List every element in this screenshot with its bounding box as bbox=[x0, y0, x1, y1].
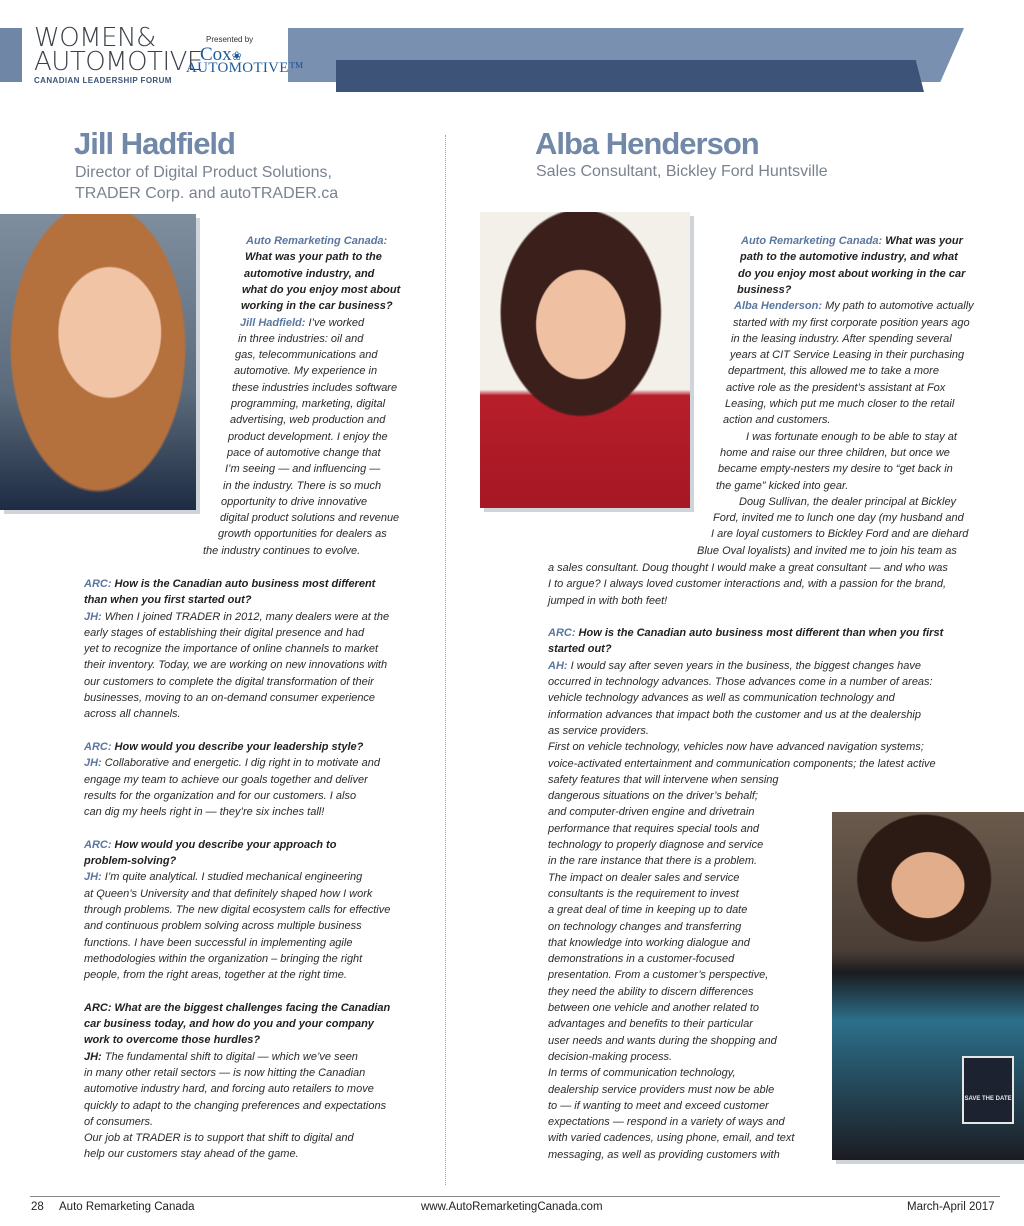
answer-text: vehicle technology advances as well as communication technology and bbox=[548, 692, 895, 705]
answer-text: demonstrations in a customer-focused bbox=[548, 953, 735, 966]
body-line bbox=[84, 576, 390, 592]
intro-line bbox=[746, 429, 957, 445]
answer-text: jumped in with both feet! bbox=[548, 594, 668, 607]
body-line bbox=[84, 804, 390, 820]
answer-text: pace of automotive change that bbox=[227, 446, 381, 459]
answer-text: messaging, as well as providing customers with bbox=[548, 1148, 780, 1161]
answer-text: advantages and benefits to their particular bbox=[548, 1018, 753, 1031]
question-text: working in the car business? bbox=[241, 300, 393, 313]
presented-by: Presented by bbox=[206, 35, 254, 44]
answer-text: growth opportunities for dealers as bbox=[218, 528, 387, 541]
intro-line bbox=[235, 347, 377, 363]
intro-line bbox=[723, 412, 831, 428]
speaker-label: Alba Henderson: bbox=[734, 300, 823, 313]
body-line bbox=[548, 593, 948, 609]
body-line bbox=[84, 837, 390, 853]
body-line bbox=[84, 983, 390, 999]
question-text: How would you describe your approach to bbox=[111, 838, 337, 851]
question-text: What was your bbox=[882, 235, 963, 247]
answer-text: yet to recognize the importance of online channels to market bbox=[84, 643, 379, 656]
answer-text: I are loyal customers to Bickley Ford and are diehard bbox=[711, 528, 969, 541]
answer-text: dealership service providers must now be able bbox=[548, 1083, 775, 1096]
question-text: do you enjoy most about working in the car bbox=[738, 267, 966, 280]
body-line bbox=[548, 560, 948, 576]
intro-line bbox=[716, 478, 848, 494]
body-line bbox=[84, 1114, 390, 1130]
answer-text: a great deal of time in keeping up to date bbox=[548, 904, 748, 917]
answer-text: between one vehicle and another related to bbox=[548, 1002, 759, 1015]
answer-text: opportunity to drive innovative bbox=[221, 495, 368, 508]
question-text: How would you describe your leadership style? bbox=[111, 740, 364, 753]
body-line bbox=[548, 723, 948, 739]
intro-line bbox=[223, 478, 381, 494]
body-line bbox=[548, 690, 948, 706]
intro-line bbox=[242, 282, 400, 298]
intro-line bbox=[720, 445, 950, 461]
answer-text: department, this allowed me to take a more bbox=[728, 365, 939, 378]
body-line bbox=[84, 935, 390, 951]
answer-text: I’m quite analytical. I studied mechanical engineering bbox=[101, 871, 363, 884]
answer-text: I’m seeing — and influencing — bbox=[225, 463, 381, 476]
question-text: work to overcome those hurdles? bbox=[84, 1034, 261, 1047]
body-line bbox=[84, 951, 390, 967]
body-line bbox=[548, 788, 948, 804]
answer-text: I’ve worked bbox=[305, 316, 365, 329]
body-line bbox=[548, 707, 948, 723]
answer-text: as service providers. bbox=[548, 724, 649, 737]
answer-text: I was fortunate enough to be able to stay at bbox=[746, 430, 957, 443]
intro-line bbox=[228, 429, 388, 445]
profile-role-left bbox=[75, 162, 338, 204]
answer-text: they need the ability to discern differences bbox=[548, 985, 754, 998]
answer-text: quickly to adapt to the changing preferences and expectations bbox=[84, 1099, 387, 1112]
speaker-label: JH: bbox=[84, 610, 102, 623]
answer-text: expectations — respond in a variety of ways and bbox=[548, 1116, 785, 1129]
answer-text: decision-making process. bbox=[548, 1050, 673, 1063]
answer-text: home and raise our three children, but once we bbox=[720, 446, 950, 459]
intro-line bbox=[203, 543, 360, 559]
intro-line bbox=[244, 266, 374, 282]
body-line bbox=[84, 1065, 390, 1081]
body-line bbox=[84, 1081, 390, 1097]
answer-text: functions. I have been successful in implementing agile bbox=[84, 936, 353, 949]
header-band-dark bbox=[336, 60, 924, 92]
answer-text: performance that requires special tools and bbox=[548, 822, 759, 835]
answer-text: years at CIT Service Leasing in their purchasing bbox=[730, 349, 965, 362]
answer-text: became empty-nesters my desire to “get back in bbox=[718, 463, 953, 476]
answer-text: in the rare instance that there is a problem. bbox=[548, 855, 758, 868]
intro-line bbox=[737, 282, 791, 298]
logo-line-2: AUTOMOTIVE bbox=[34, 47, 203, 77]
answer-text: Collaborative and energetic. I dig right in to motivate and bbox=[101, 757, 380, 770]
body-line bbox=[84, 918, 390, 934]
answer-text: technology to properly diagnose and service bbox=[548, 839, 764, 852]
profile-role-right: Sales Consultant, Bickley Ford Huntsville bbox=[536, 163, 828, 180]
body-line bbox=[84, 625, 390, 641]
body-line bbox=[548, 658, 948, 674]
question-text: problem-solving? bbox=[84, 855, 177, 868]
alba-henderson-photo bbox=[480, 212, 690, 508]
answer-text: product development. I enjoy the bbox=[228, 430, 388, 443]
answer-text: to — if wanting to meet and exceed customer bbox=[548, 1099, 769, 1112]
body-line bbox=[84, 1146, 390, 1162]
body-line bbox=[548, 609, 948, 625]
answer-text: First on vehicle technology, vehicles now have advanced navigation systems; bbox=[548, 741, 924, 754]
answer-text: voice-activated entertainment and communication components; the latest active bbox=[548, 757, 936, 770]
body-line bbox=[84, 886, 390, 902]
role-line-2: TRADER Corp. and autoTRADER.ca bbox=[75, 185, 339, 202]
intro-line bbox=[728, 363, 939, 379]
answer-text: people, from the right areas, together at the right time. bbox=[84, 969, 347, 982]
answer-text: In terms of communication technology, bbox=[548, 1067, 736, 1080]
speaker-label: ARC: bbox=[84, 578, 112, 590]
answer-text: their inventory. Today, we are working on new innovations with bbox=[84, 659, 388, 672]
body-line bbox=[84, 853, 390, 869]
profile-name-right: Alba Henderson bbox=[535, 126, 759, 161]
jill-hadfield-photo bbox=[0, 214, 196, 510]
answer-text: engage my team to achieve our goals together and deliver bbox=[84, 773, 368, 786]
answer-text: in many other retail sectors — is now hitting the Canadian bbox=[84, 1066, 366, 1079]
intro-line bbox=[738, 266, 965, 282]
answer-text: Doug Sullivan, the dealer principal at Bickley bbox=[739, 495, 957, 508]
answer-text: results for the organization and for our customers. I also bbox=[84, 789, 357, 802]
question-text: what do you enjoy most about bbox=[242, 283, 401, 296]
question-text: How is the Canadian auto business most different than when you first bbox=[575, 627, 944, 640]
intro-line bbox=[734, 298, 974, 314]
body-line bbox=[84, 657, 390, 673]
answer-text: I to argue? I always loved customer interactions and, with a passion for the brand, bbox=[548, 578, 947, 591]
body-line bbox=[84, 755, 390, 771]
intro-line bbox=[740, 249, 958, 265]
body-line bbox=[84, 1000, 390, 1016]
answer-text: across all channels. bbox=[84, 708, 181, 721]
intro-line bbox=[725, 396, 954, 412]
intro-line bbox=[240, 315, 364, 331]
body-line bbox=[84, 772, 390, 788]
intro-line bbox=[741, 233, 963, 249]
question-text: How is the Canadian auto business most different bbox=[111, 578, 376, 590]
answer-text: advertising, web production and bbox=[230, 414, 386, 427]
lanyard-badge bbox=[962, 1056, 1014, 1124]
cox-wordmark: Cox bbox=[200, 44, 232, 65]
answer-text: The impact on dealer sales and service bbox=[548, 871, 740, 884]
body-line bbox=[84, 1032, 390, 1048]
footer-url: www.AutoRemarketingCanada.com bbox=[421, 1201, 603, 1213]
body-line bbox=[84, 674, 390, 690]
body-line bbox=[548, 756, 948, 772]
body-line bbox=[548, 625, 948, 641]
answer-text: Blue Oval loyalists) and invited me to join his team as bbox=[697, 544, 957, 557]
intro-line bbox=[733, 315, 970, 331]
question-text: JH: bbox=[84, 1050, 102, 1063]
maple-leaf-icon: ❀ bbox=[231, 49, 242, 63]
intro-line bbox=[718, 461, 953, 477]
intro-line bbox=[731, 331, 952, 347]
speaker-label: JH: bbox=[84, 757, 102, 770]
answer-text: automotive. My experience in bbox=[234, 365, 378, 378]
question-text: started out? bbox=[548, 643, 612, 656]
body-line bbox=[548, 739, 948, 755]
body-line bbox=[548, 772, 948, 788]
question-text: business? bbox=[737, 283, 792, 296]
intro-line bbox=[726, 380, 945, 396]
question-text: car business today, and how do you and your company bbox=[84, 1018, 374, 1031]
event-photo bbox=[832, 812, 1024, 1160]
intro-line bbox=[711, 526, 968, 542]
intro-line bbox=[245, 249, 382, 265]
intro-line bbox=[225, 461, 380, 477]
answer-text: a sales consultant. Doug thought I would make a great consultant — and who was bbox=[548, 562, 948, 574]
intro-line bbox=[697, 543, 957, 559]
intro-line bbox=[230, 412, 385, 428]
intro-line bbox=[218, 526, 387, 542]
answer-text: gas, telecommunications and bbox=[235, 349, 378, 362]
answer-text: on technology changes and transferring bbox=[548, 920, 742, 933]
answer-text: information advances that impact both the customer and us at the dealership bbox=[548, 708, 921, 721]
answer-text: and computer-driven engine and drivetrain bbox=[548, 806, 755, 819]
answer-text: help our customers stay ahead of the game. bbox=[84, 1148, 299, 1161]
body-line bbox=[84, 739, 390, 755]
intro-line bbox=[227, 445, 381, 461]
answer-text: automotive industry hard, and forcing auto retailers to move bbox=[84, 1083, 374, 1096]
answer-text: can dig my heels right in — they’re six inches tall! bbox=[84, 806, 325, 819]
women-automotive-logo bbox=[34, 23, 203, 85]
answer-text: and continuous problem solving across multiple business bbox=[84, 920, 362, 933]
body-line bbox=[84, 1130, 390, 1146]
question-text: automotive industry, and bbox=[244, 267, 375, 280]
question-text: ARC: What are the biggest challenges facing the Canadian bbox=[84, 1001, 391, 1014]
answer-text: dangerous situations on the driver’s behalf; bbox=[548, 790, 758, 803]
body-line bbox=[84, 641, 390, 657]
answer-text: with varied cadences, using phone, email, and text bbox=[548, 1132, 795, 1145]
footer-rule bbox=[30, 1196, 1000, 1197]
body-line bbox=[84, 706, 390, 722]
answer-text: active role as the president’s assistant at Fox bbox=[726, 381, 946, 394]
column-divider bbox=[445, 135, 446, 1185]
body-line bbox=[84, 788, 390, 804]
answer-text: that knowledge into working dialogue and bbox=[548, 936, 750, 949]
body-line bbox=[84, 902, 390, 918]
body-line bbox=[84, 1016, 390, 1032]
answer-text: Ford, invited me to lunch one day (my husband and bbox=[713, 512, 964, 525]
body-line bbox=[548, 576, 948, 592]
answer-text: at Queen’s University and that definitely shaped how I work bbox=[84, 887, 373, 900]
speaker-label: Jill Hadfield: bbox=[240, 316, 306, 329]
intro-line bbox=[221, 494, 367, 510]
question-text: path to the automotive industry, and what bbox=[740, 251, 958, 264]
answer-text: My path to automotive actually bbox=[822, 300, 974, 313]
logo-line-3: CANADIAN LEADERSHIP FORUM bbox=[34, 76, 172, 85]
answer-text: methodologies within the organization – bringing the right bbox=[84, 952, 363, 965]
answer-text: the game” kicked into gear. bbox=[716, 479, 849, 492]
answer-text: user needs and wants during the shopping and bbox=[548, 1034, 777, 1047]
speaker-label: ARC: bbox=[84, 838, 112, 851]
answer-text: the industry continues to evolve. bbox=[203, 544, 361, 557]
body-line bbox=[84, 967, 390, 983]
intro-line bbox=[231, 396, 385, 412]
intro-line bbox=[730, 347, 964, 363]
question-text: What was your path to the bbox=[245, 251, 382, 264]
intro-line bbox=[739, 494, 956, 510]
answer-text: programming, marketing, digital bbox=[231, 398, 386, 410]
intro-line bbox=[234, 363, 377, 379]
intro-line bbox=[232, 380, 397, 396]
header-accent-tab bbox=[0, 28, 22, 82]
answer-text: action and customers. bbox=[723, 414, 831, 427]
page-number: 28 bbox=[31, 1201, 44, 1213]
speaker-label: AH: bbox=[548, 659, 568, 672]
body-line bbox=[84, 609, 390, 625]
answer-text: The fundamental shift to digital — which we’ve seen bbox=[101, 1050, 358, 1063]
body-line bbox=[84, 1049, 390, 1065]
speaker-label: ARC: bbox=[84, 740, 112, 753]
answer-text: Our job at TRADER is to support that shift to digital and bbox=[84, 1132, 354, 1145]
body-line bbox=[84, 1098, 390, 1114]
speaker-label: Auto Remarketing Canada: bbox=[741, 235, 883, 247]
answer-text: presentation. From a customer’s perspective, bbox=[548, 969, 769, 982]
intro-line bbox=[220, 510, 399, 526]
speaker-label: JH: bbox=[84, 871, 102, 884]
body-line bbox=[84, 723, 390, 739]
answer-text: in the leasing industry. After spending several bbox=[731, 332, 952, 345]
intro-line bbox=[713, 510, 964, 526]
intro-line bbox=[241, 298, 393, 314]
answer-text: businesses, moving to an on-demand consumer experience bbox=[84, 692, 376, 705]
answer-text: safety features that will intervene when sensing bbox=[548, 773, 779, 786]
body-line bbox=[84, 690, 390, 706]
role-line-1: Director of Digital Product Solutions, bbox=[75, 164, 332, 181]
body-line bbox=[548, 641, 948, 657]
body-line bbox=[84, 592, 390, 608]
answer-text: these industries includes software bbox=[232, 381, 398, 394]
profile-name-left: Jill Hadfield bbox=[74, 126, 235, 161]
question-text: than when you first started out? bbox=[84, 594, 252, 607]
logo-line-1: WOMEN& bbox=[34, 23, 156, 53]
badge-text: SAVE THE DATE bbox=[964, 1096, 1012, 1102]
answer-text: When I joined TRADER in 2012, many dealers were at the bbox=[101, 610, 390, 623]
cox-automotive-wordmark: AUTOMOTIVE™ bbox=[186, 60, 304, 76]
answer-text: started with my first corporate position years ago bbox=[733, 316, 970, 329]
answer-text: consultants is the requirement to invest bbox=[548, 887, 739, 900]
answer-text: through problems. The new digital ecosystem calls for effective bbox=[84, 903, 391, 916]
answer-text: our customers to complete the digital transformation of their bbox=[84, 675, 374, 688]
answer-text: in three industries: oil and bbox=[238, 332, 364, 345]
answer-text: in the industry. There is so much bbox=[223, 479, 382, 492]
footer-publication: Auto Remarketing Canada bbox=[59, 1201, 195, 1213]
intro-line bbox=[246, 233, 387, 249]
speaker-label: Auto Remarketing Canada: bbox=[246, 235, 388, 247]
left-body-text bbox=[84, 576, 390, 1163]
speaker-label: ARC: bbox=[548, 627, 576, 640]
footer-issue: March-April 2017 bbox=[907, 1201, 995, 1213]
answer-text: digital product solutions and revenue bbox=[220, 512, 400, 525]
answer-text: Leasing, which put me much closer to the retail bbox=[725, 398, 955, 410]
body-line bbox=[84, 820, 390, 836]
body-line bbox=[84, 869, 390, 885]
body-line bbox=[548, 674, 948, 690]
answer-text: occurred in technology advances. Those advances come in a number of areas: bbox=[548, 676, 933, 689]
intro-line bbox=[238, 331, 363, 347]
answer-text: early stages of establishing their digital presence and had bbox=[84, 626, 365, 639]
answer-text: of consumers. bbox=[84, 1115, 154, 1128]
answer-text: I would say after seven years in the business, the biggest changes have bbox=[567, 659, 921, 672]
